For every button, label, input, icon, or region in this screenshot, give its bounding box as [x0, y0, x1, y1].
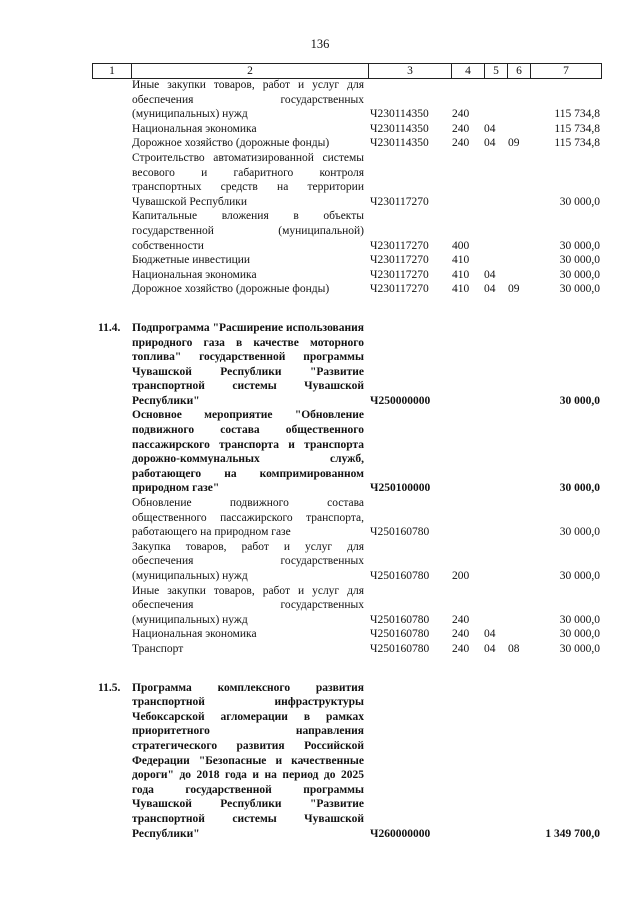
cell-code: Ч250160780: [370, 628, 430, 641]
cell-code: Ч230117270: [370, 239, 429, 252]
cell-amt: 30 000,0: [559, 195, 600, 208]
cell-vr: 240: [452, 628, 470, 641]
cell-code: Ч250160780: [370, 613, 430, 626]
cell-vr: 240: [452, 613, 470, 626]
cell-amt: 115 734,8: [554, 137, 600, 150]
table-row: [0, 268, 640, 283]
cell-code: Ч260000000: [370, 827, 431, 840]
cell-code: Ч250000000: [370, 394, 431, 407]
page-number: 136: [310, 37, 330, 51]
cell-code: Ч230117270: [370, 268, 429, 281]
cell-rz: 04: [484, 642, 496, 655]
header-col-3: 3: [369, 64, 452, 79]
cell-vr: 400: [452, 239, 470, 252]
table-row: [0, 584, 640, 628]
table-row: [0, 681, 640, 842]
cell-vr: 240: [452, 137, 470, 150]
cell-name: Дорожное хозяйство (дорожные фонды): [132, 283, 330, 296]
table-row: [0, 408, 640, 496]
header-col-6: 6: [508, 64, 531, 79]
cell-amt: 30 000,0: [559, 254, 600, 267]
cell-amt: 30 000,0: [559, 642, 600, 655]
cell-vr: 240: [452, 642, 470, 655]
cell-code: Ч250160780: [370, 642, 430, 655]
cell-vr: 240: [452, 108, 470, 121]
cell-amt: 30 000,0: [559, 283, 600, 296]
cell-vr: 240: [452, 122, 470, 135]
cell-name: Национальная экономика: [132, 122, 257, 135]
table-body: [0, 78, 640, 841]
cell-amt: 115 734,8: [554, 122, 600, 135]
cell-vr: 200: [452, 570, 470, 582]
cell-idx: 11.4.: [98, 321, 121, 334]
cell-code: Ч250160780: [370, 526, 430, 539]
cell-name: Закупка товаров, работ и услуг для обеспечения государственных (муниципальных) нужд: [132, 540, 364, 582]
cell-code: Ч230114350: [370, 108, 429, 121]
header-col-7: 7: [531, 64, 602, 79]
cell-name: Основное мероприятие "Обновление подвижного состава общественного пассажирского транспорта и транспорта дорожно-коммунальных служб, работающего на компримированном природном газе": [132, 409, 364, 495]
table-row: [0, 282, 640, 297]
header-col-5: 5: [485, 64, 508, 79]
cell-amt: 1 349 700,0: [545, 827, 600, 840]
table-row: [0, 642, 640, 657]
table-row: [0, 209, 640, 253]
section-gap: [0, 657, 640, 681]
header-col-4: 4: [452, 64, 485, 79]
cell-name: Иные закупки товаров, работ и услуг для обеспечения государственных (муниципальных) нужд: [132, 584, 364, 626]
cell-name: Бюджетные инвестиции: [132, 254, 251, 267]
cell-amt: 30 000,0: [559, 268, 600, 281]
cell-name: Программа комплексного развития транспортной инфраструктуры Чебоксарской агломерации в рамках приоритетного направления стратегического развития Российской Федерации "Безопасные и качественные дороги" до 2018 года и на период до 2025 года государственной программы Чувашской Республики "Развитие транспортной системы Чувашской Республики": [132, 681, 364, 840]
table-row: [0, 78, 640, 122]
cell-amt: 30 000,0: [559, 482, 600, 495]
cell-rz: 04: [484, 283, 496, 296]
cell-name: Национальная экономика: [132, 628, 257, 641]
cell-code: Ч230114350: [370, 122, 429, 135]
table-row: [0, 627, 640, 642]
section-gap: [0, 297, 640, 321]
table-row: [0, 151, 640, 209]
cell-idx: 11.5.: [98, 681, 121, 694]
cell-amt: 30 000,0: [559, 613, 600, 626]
cell-pr: 08: [508, 642, 520, 655]
table-row: [0, 122, 640, 137]
cell-rz: 04: [484, 628, 496, 641]
cell-amt: 30 000,0: [559, 570, 600, 582]
cell-rz: 04: [484, 268, 496, 281]
cell-rz: 04: [484, 137, 496, 150]
cell-name: Строительство автоматизированной системы весового и габаритного контроля транспортных средств на территории Чувашской Республики: [132, 151, 364, 208]
cell-rz: 04: [484, 122, 496, 135]
cell-vr: 410: [452, 268, 470, 281]
cell-code: Ч250160780: [370, 570, 430, 582]
cell-amt: 115 734,8: [554, 108, 600, 121]
cell-vr: 410: [452, 283, 470, 296]
cell-code: Ч230117270: [370, 195, 429, 208]
cell-code: Ч230117270: [370, 283, 429, 296]
header-col-2: 2: [132, 64, 369, 79]
cell-amt: 30 000,0: [559, 239, 600, 252]
cell-amt: 30 000,0: [559, 394, 600, 407]
cell-code: Ч230117270: [370, 254, 429, 267]
cell-pr: 09: [508, 137, 520, 150]
cell-name: Транспорт: [132, 642, 184, 655]
cell-amt: 30 000,0: [559, 628, 600, 641]
cell-pr: 09: [508, 283, 520, 296]
table-header: [92, 63, 602, 79]
cell-name: Капитальные вложения в объекты государственной (муниципальной) собственности: [132, 210, 364, 252]
table-row: [0, 253, 640, 268]
cell-code: Ч250100000: [370, 482, 431, 495]
table-row: [0, 496, 640, 540]
cell-vr: 410: [452, 254, 470, 267]
cell-name: Подпрограмма "Расширение использования природного газа в качестве моторного топлива" государственной программы Чувашской Республики "Развитие транспортной системы Чувашской Республики": [132, 321, 364, 407]
cell-name: Обновление подвижного состава общественного пассажирского транспорта, работающего на природном газе: [132, 497, 364, 539]
cell-name: Дорожное хозяйство (дорожные фонды): [132, 137, 330, 150]
cell-name: Иные закупки товаров, работ и услуг для обеспечения государственных (муниципальных) нужд: [132, 79, 364, 121]
cell-name: Национальная экономика: [132, 268, 257, 281]
cell-code: Ч230114350: [370, 137, 429, 150]
header-col-1: 1: [93, 64, 132, 79]
cell-amt: 30 000,0: [559, 526, 600, 539]
table-row: [0, 136, 640, 151]
table-row: [0, 540, 640, 584]
table-row: [0, 321, 640, 409]
